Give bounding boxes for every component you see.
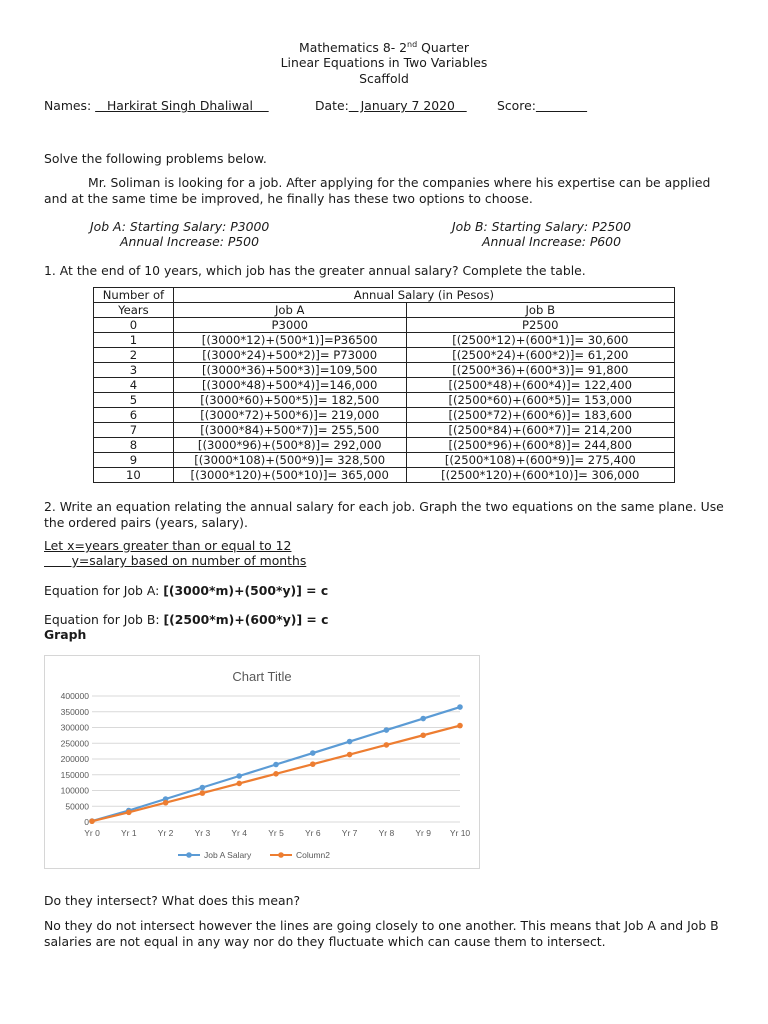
year-cell: 1 [94,333,174,348]
salary-chart [44,655,480,869]
superscript-nd: nd [407,40,418,49]
names-value: Harkirat Singh Dhaliwal [95,98,269,113]
equation-b-label: Equation for Job B: [44,612,164,627]
y-tick-label: 250000 [60,738,89,749]
data-point [457,704,463,710]
year-cell: 5 [94,393,174,408]
chart-title: Chart Title [232,669,292,684]
table-row [94,468,675,483]
let-y-definition: y=salary based on number of months [44,553,307,568]
chart-svg [45,656,479,868]
y-tick-label: 350000 [60,706,89,717]
year-cell: 8 [94,438,174,453]
data-point [384,742,390,748]
x-tick-label: Yr 0 [84,828,100,838]
y-tick-label: 150000 [60,769,89,780]
data-point [236,773,242,779]
instructions: Solve the following problems below. [44,151,267,166]
question-2: 2. Write an equation relating the annual salary for each job. Graph the two equations on the same plane. Use the ordered pairs (years, salary). [44,499,724,530]
x-tick-label: Yr 6 [305,828,321,838]
job-b-cell: [(2500*48)+(600*4)]= 122,400 [406,378,674,393]
job-b-cell: P2500 [406,318,674,333]
legend-marker [186,852,192,858]
data-point [273,771,279,777]
table-row [94,408,675,423]
job-a-cell: [(3000*36)+500*3)]=109,500 [173,363,406,378]
equation-job-a [44,583,328,598]
table-row [94,333,675,348]
table-row [94,378,675,393]
x-tick-label: Yr 1 [121,828,137,838]
job-b-cell: [(2500*12)+(600*1)]= 30,600 [406,333,674,348]
data-point [89,818,95,824]
equation-a-label: Equation for Job A: [44,583,164,598]
data-point [347,739,353,745]
table-row [94,453,675,468]
job-b-cell: [(2500*120)+(600*10)]= 306,000 [406,468,674,483]
header-annual-salary: Annual Salary (in Pesos) [173,288,674,303]
job-b-cell: [(2500*108)+(600*9)]= 275,400 [406,453,674,468]
table-header-row [94,288,675,303]
job-a-cell: [(3000*48)+500*4)]=146,000 [173,378,406,393]
data-point [163,800,169,806]
names-field [44,98,269,113]
data-point [384,727,390,733]
x-tick-label: Yr 4 [231,828,247,838]
job-a-cell: [(3000*108)+(500*9)]= 328,500 [173,453,406,468]
data-point [200,785,206,791]
job-a-cell: [(3000*120)+(500*10)]= 365,000 [173,468,406,483]
x-tick-label: Yr 9 [415,828,431,838]
table-row [94,348,675,363]
x-tick-label: Yr 8 [378,828,395,838]
job-a-cell: [(3000*84)+500*7)]= 255,500 [173,423,406,438]
job-a-cell: [(3000*96)+(500*8)]= 292,000 [173,438,406,453]
data-point [420,716,426,722]
y-tick-label: 400000 [60,691,89,701]
job-a-cell: [(3000*24)+500*2)]= P73000 [173,348,406,363]
data-point [457,723,463,729]
header-job-a: Job A [173,303,406,318]
names-label: Names: [44,98,96,113]
let-x-definition: Let x=years greater than or equal to 12 [44,538,292,553]
x-tick-label: Yr 10 [449,828,471,838]
data-point [273,762,279,768]
data-point [420,732,426,738]
date-value: January 7 2020 [348,98,467,113]
equation-b-value: [(2500*m)+(600*y)] = c [163,612,329,627]
job-a-cell: [(3000*72)+500*6)]= 219,000 [173,408,406,423]
job-b-cell: [(2500*24)+(600*2)]= 61,200 [406,348,674,363]
job-b-increase: Annual Increase: P600 [482,234,621,249]
worksheet-topic: Linear Equations in Two Variables [280,55,488,70]
salary-table [93,287,675,483]
question-1: 1. At the end of 10 years, which job has the greater annual salary? Complete the table. [44,263,586,278]
graph-label: Graph [44,627,87,642]
table-subheader-row [94,303,675,318]
header-years-1: Number of [94,288,174,303]
header-line-1 [0,40,768,55]
problem-intro: Mr. Soliman is looking for a job. After applying for the companies where his expertise can be applied and at the same time be improved, he finally has these two options to choose. [44,175,711,206]
y-tick-label: 100000 [60,785,89,796]
job-a-cell: [(3000*12)+(500*1)]=P36500 [173,333,406,348]
job-b-cell: [(2500*36)+(600*3)]= 91,800 [406,363,674,378]
year-cell: 10 [94,468,174,483]
score-field [497,98,587,113]
job-a-increase: Annual Increase: P500 [120,234,259,249]
legend-label: Column2 [296,850,331,860]
y-tick-label: 0 [84,817,89,827]
data-point [310,750,316,756]
data-point [126,810,132,816]
score-label: Score: [497,98,536,113]
year-cell: 7 [94,423,174,438]
job-a-cell: P3000 [173,318,406,333]
job-b-cell: [(2500*96)+(600*8)]= 244,800 [406,438,674,453]
job-a-salary: Job A: Starting Salary: P3000 [90,219,270,234]
y-tick-label: 200000 [60,754,89,764]
x-tick-label: Yr 7 [341,828,358,838]
date-field [315,98,467,113]
data-point [310,761,316,767]
equation-a-value: [(3000*m)+(500*y)] = c [163,583,329,598]
x-tick-label: Yr 2 [157,828,174,838]
job-b-cell: [(2500*84)+(600*7)]= 214,200 [406,423,674,438]
x-tick-label: Yr 3 [194,828,211,838]
worksheet-type: Scaffold [359,71,409,86]
score-value [536,98,587,113]
job-b-cell: [(2500*72)+(600*6)]= 183,600 [406,408,674,423]
header-years-2: Years [94,303,174,318]
data-point [347,752,353,758]
job-b-cell: [(2500*60)+(600*5)]= 153,000 [406,393,674,408]
table-row [94,318,675,333]
quarter-text: Quarter [417,40,469,56]
job-a-cell: [(3000*60)+500*5)]= 182,500 [173,393,406,408]
year-cell: 4 [94,378,174,393]
legend-marker [278,852,284,858]
year-cell: 3 [94,363,174,378]
job-b-salary: Job B: Starting Salary: P2500 [452,219,632,234]
equation-job-b [44,612,328,627]
year-cell: 2 [94,348,174,363]
table-row [94,423,675,438]
y-tick-label: 300000 [60,722,89,733]
table-row [94,438,675,453]
question-3: Do they intersect? What does this mean? [44,893,301,908]
y-tick-label: 50000 [65,801,89,812]
legend-label: Job A Salary [204,850,252,860]
data-point [200,790,206,796]
subject-title: Mathematics 8- 2 [299,40,407,56]
table-row [94,363,675,378]
year-cell: 9 [94,453,174,468]
date-label: Date: [315,98,349,113]
table-row [94,393,675,408]
answer-3: No they do not intersect however the lines are going closely to one another. This means that Job A and Job B salaries are not equal in any way nor do they fluctuate which can cause them to intersect. [44,918,719,949]
year-cell: 0 [94,318,174,333]
year-cell: 6 [94,408,174,423]
x-tick-label: Yr 5 [268,828,284,838]
header-job-b: Job B [406,303,674,318]
data-point [236,781,242,787]
